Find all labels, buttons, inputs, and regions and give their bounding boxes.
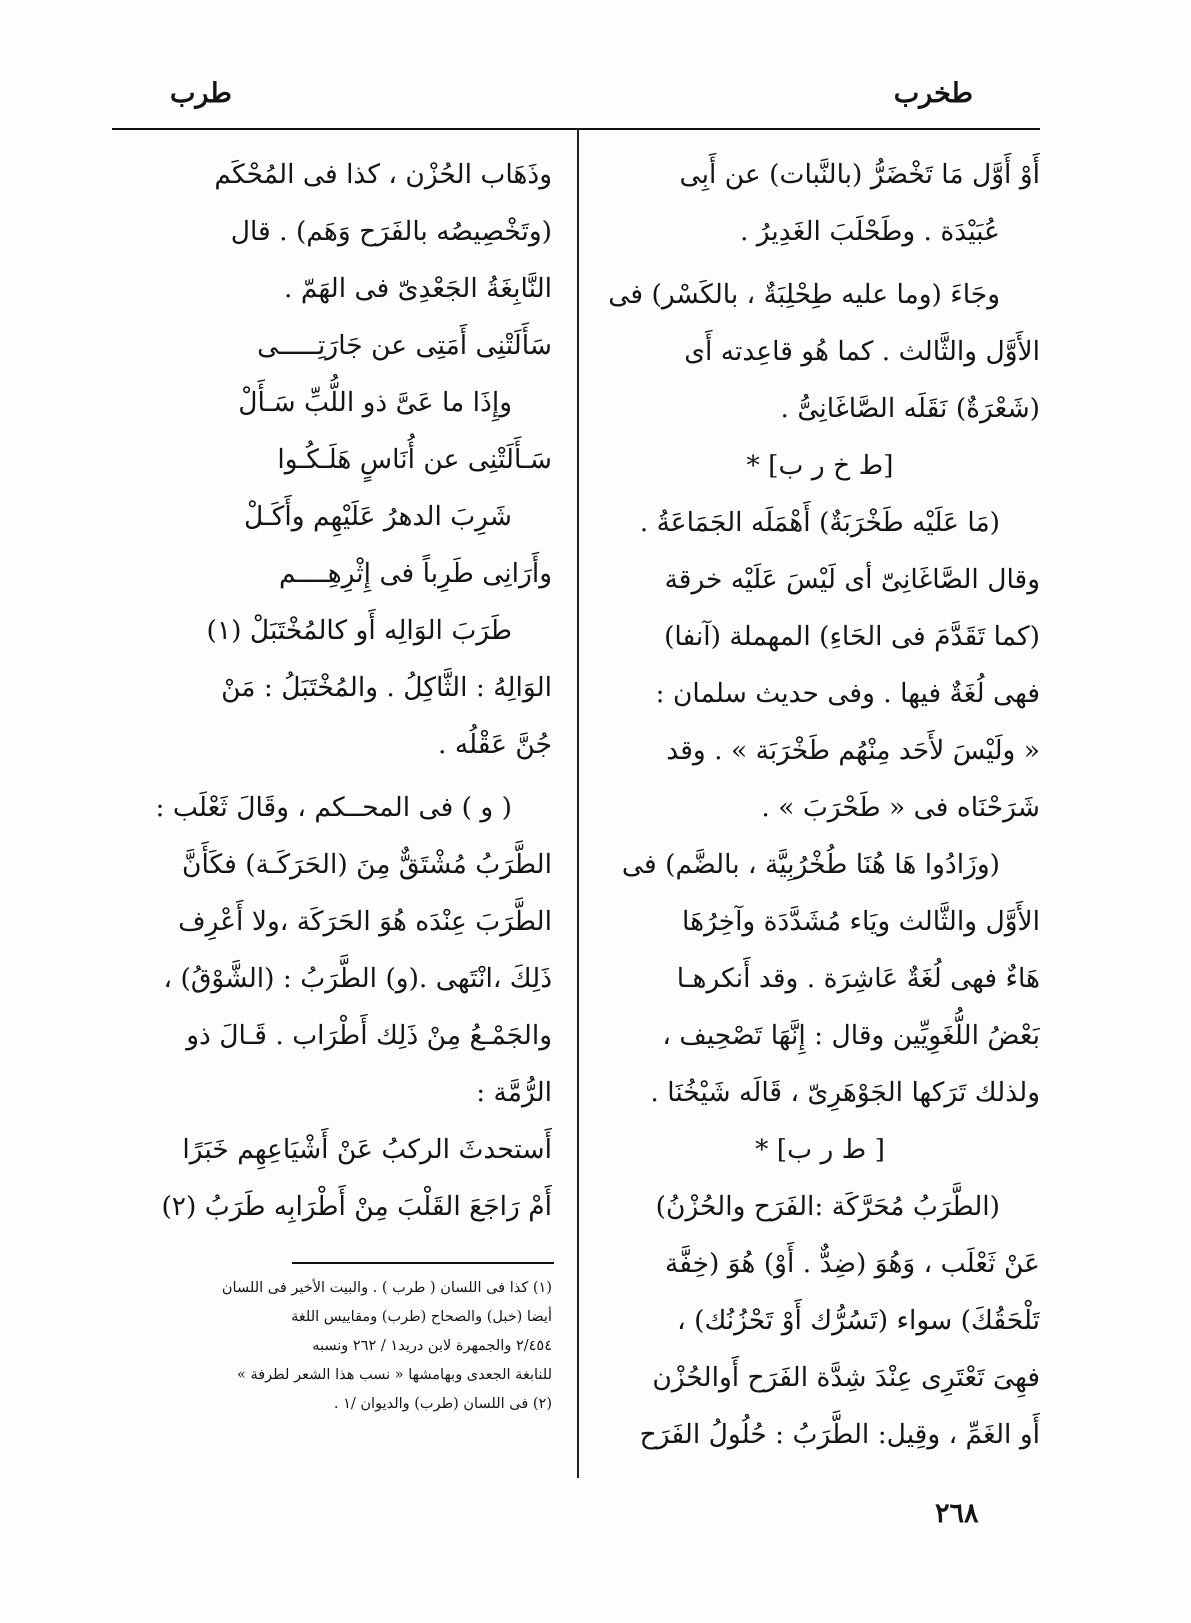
footnote-line: (١) كذا فى اللسان ( طرب ) . والبيت الأخير فى اللسان <box>221 1280 552 1296</box>
footnote-line: أيضا (خبل) والصحاح (طرب) ومقاييس اللغة <box>291 1309 552 1325</box>
footnote-line: للنابغة الجعدى وبهامشها « نسب هذا الشعر لطرفة » <box>236 1367 552 1383</box>
page-header-right: طخرب <box>893 78 973 109</box>
text-line: فهِىَ تَعْتَرِى عِنْدَ شِدَّة الفَرَح أَوالحُزْن <box>652 1362 1040 1393</box>
right-column <box>600 146 1040 1463</box>
page-header-left: طرب <box>170 78 232 109</box>
text-line: ولذلك تَرَكها الجَوْهَرِىّ ، قَالَه شَيْخُنَا . <box>650 1077 1040 1108</box>
verse-line: وإِذَا ما عَىَّ ذو اللُّبِّ سَـأَلْ <box>238 387 512 418</box>
text-line: تَلْحَقُكَ) سواء (تَسُرُّك أَوْ تَحْزُنُك) ، <box>677 1305 1040 1336</box>
left-column <box>112 146 552 1235</box>
text-line: ( و ) فى المحــكم ، وقَالَ ثَعْلَب : <box>155 792 512 823</box>
text-line: أَو الغَمِّ ، وقِيل: الطَّرَبُ : حُلُولُ الفَرَح <box>639 1419 1040 1450</box>
text-line: (شَعْرَةٌ) نَقَلَه الصَّاغَانِىُّ . <box>780 393 1040 424</box>
text-line: والجَمْـعُ مِنْ ذَلِك أَطْرَاب . قَـالَ ذو <box>186 1020 552 1051</box>
text-line: شَرَحْنَاه فى « طَحْرَبَ » . <box>761 792 1040 823</box>
page-number: ٢٦٨ <box>935 1498 979 1529</box>
text-line: الأَوَّل والثَّالث . كما هُو قاعِدته أَى <box>684 336 1040 367</box>
header-rule <box>112 128 1040 130</box>
text-line: أَوْ أَوَّل مَا تَخْضَرُّ (بالنَّبات) عن أَبِى <box>679 159 1040 190</box>
text-line: الطَّرَبُ مُشْتَقٌّ مِنَ (الحَرَكَـة) فكَأَنَّ <box>181 849 552 880</box>
verse-line: طَرَبَ الوَالِه أَو كالمُخْتَبَلْ (١) <box>206 615 512 646</box>
entry-heading: [ ط ر ب] * <box>755 1134 885 1165</box>
text-line: « ولَيْسَ لأَحَد مِنْهُم طَخْرَبَة » . وقد <box>666 735 1040 766</box>
text-line: (وتَخْصِيصُه بالفَرَح وَهَم) . قال <box>230 216 552 247</box>
text-line: (كما تَقَدَّمَ فى الحَاءِ) المهملة (آنفا) <box>664 621 1040 652</box>
footnotes <box>112 1274 552 1419</box>
text-line: عَنْ ثَعْلَب ، وَهُوَ (ضِدٌّ . أَوْ) هُوَ (خِفَّة <box>664 1248 1040 1279</box>
text-line: عُبَيْدَة . وطَحْلَبَ الغَدِيرُ . <box>739 216 1000 247</box>
text-line: وذَهَاب الحُزْن ، كذا فى المُحْكَم <box>214 159 552 190</box>
verse-line: وأَرَانِى طَرِباً فى إِثْرِهِــــم <box>279 558 552 589</box>
text-line: النَّابِغَةُ الجَعْدِىّ فى الهَمّ . <box>283 273 552 304</box>
verse-line: سَـأَلَتْنِى عن أُنَاسٍ هَلَـكُـوا <box>277 444 552 475</box>
text-line: الطَّرَبَ عِنْدَه هُوَ الحَرَكَة ،ولا أَعْرِف <box>178 906 552 937</box>
verse-line: أَستحدثَ الركبُ عَنْ أَشْيَاعِهِم خَبَرًا <box>182 1134 552 1165</box>
text-line: (الطَّرَبُ مُحَرَّكَة :الفَرَح والحُزْنُ) <box>655 1191 1000 1222</box>
text-line: فهى لُغَةٌ فيها . وفى حديث سلمان : <box>655 678 1040 709</box>
text-line: ذَلِكَ ،انْتَهى .(و) الطَّرَبُ : (الشَّوْقُ) ، <box>163 963 552 994</box>
footnote-divider <box>292 1262 554 1264</box>
footnote-line: (٢) فى اللسان (طرب) والديوان /١ . <box>333 1396 552 1412</box>
text-line: بَعْضُ اللُّغَوِيِّين وقال : إِنَّهَا تَصْحِيف ، <box>662 1020 1040 1051</box>
text-line: وجَاءَ (وما عليه طِحْلِبَةٌ ، بالكَسْر) فى <box>608 279 1000 310</box>
column-divider <box>577 128 579 1478</box>
text-line: هَاءٌ فهى لُغَةٌ عَاشِرَة . وقد أَنكرهـا <box>676 963 1040 994</box>
verse-line: سَأَلَتْنِى أَمَتِى عن جَارَتِـــــى <box>257 330 552 361</box>
text-line: (مَا عَلَيْه طَخْرَبَةٌ) أَهْمَلَه الجَمَاعَةُ . <box>639 507 1000 538</box>
text-line: الأَوَّل والثَّالث ويَاء مُشَدَّدَة وآخِرُهَا <box>682 906 1040 937</box>
footnote-line: ٢/٤٥٤ والجمهرة لابن دريد١ / ٢٦٢ ونسبه <box>312 1338 552 1354</box>
text-line: الرُّمَّة : <box>476 1077 552 1108</box>
text-line: (وزَادُوا هَا هُنَا طُخْرُبِيَّة ، بالضَّم) فى <box>621 849 1000 880</box>
verse-line: أَمْ رَاجَعَ القَلْبَ مِنْ أَطْرَابِه طَرَبُ (٢) <box>161 1191 552 1222</box>
text-line: جُنَّ عَقْلُه . <box>437 729 552 760</box>
entry-heading: [ط خ ر ب] * <box>746 450 894 481</box>
text-line: الوَالِهُ : الثَّاكِلُ . والمُخْتَبَلُ : مَنْ <box>221 672 552 703</box>
text-line: وقال الصَّاغَانِىّ أى لَيْسَ عَلَيْه خرقة <box>664 564 1040 595</box>
verse-line: شَرِبَ الدهرُ عَلَيْهِم وأَكَـلْ <box>243 501 512 532</box>
